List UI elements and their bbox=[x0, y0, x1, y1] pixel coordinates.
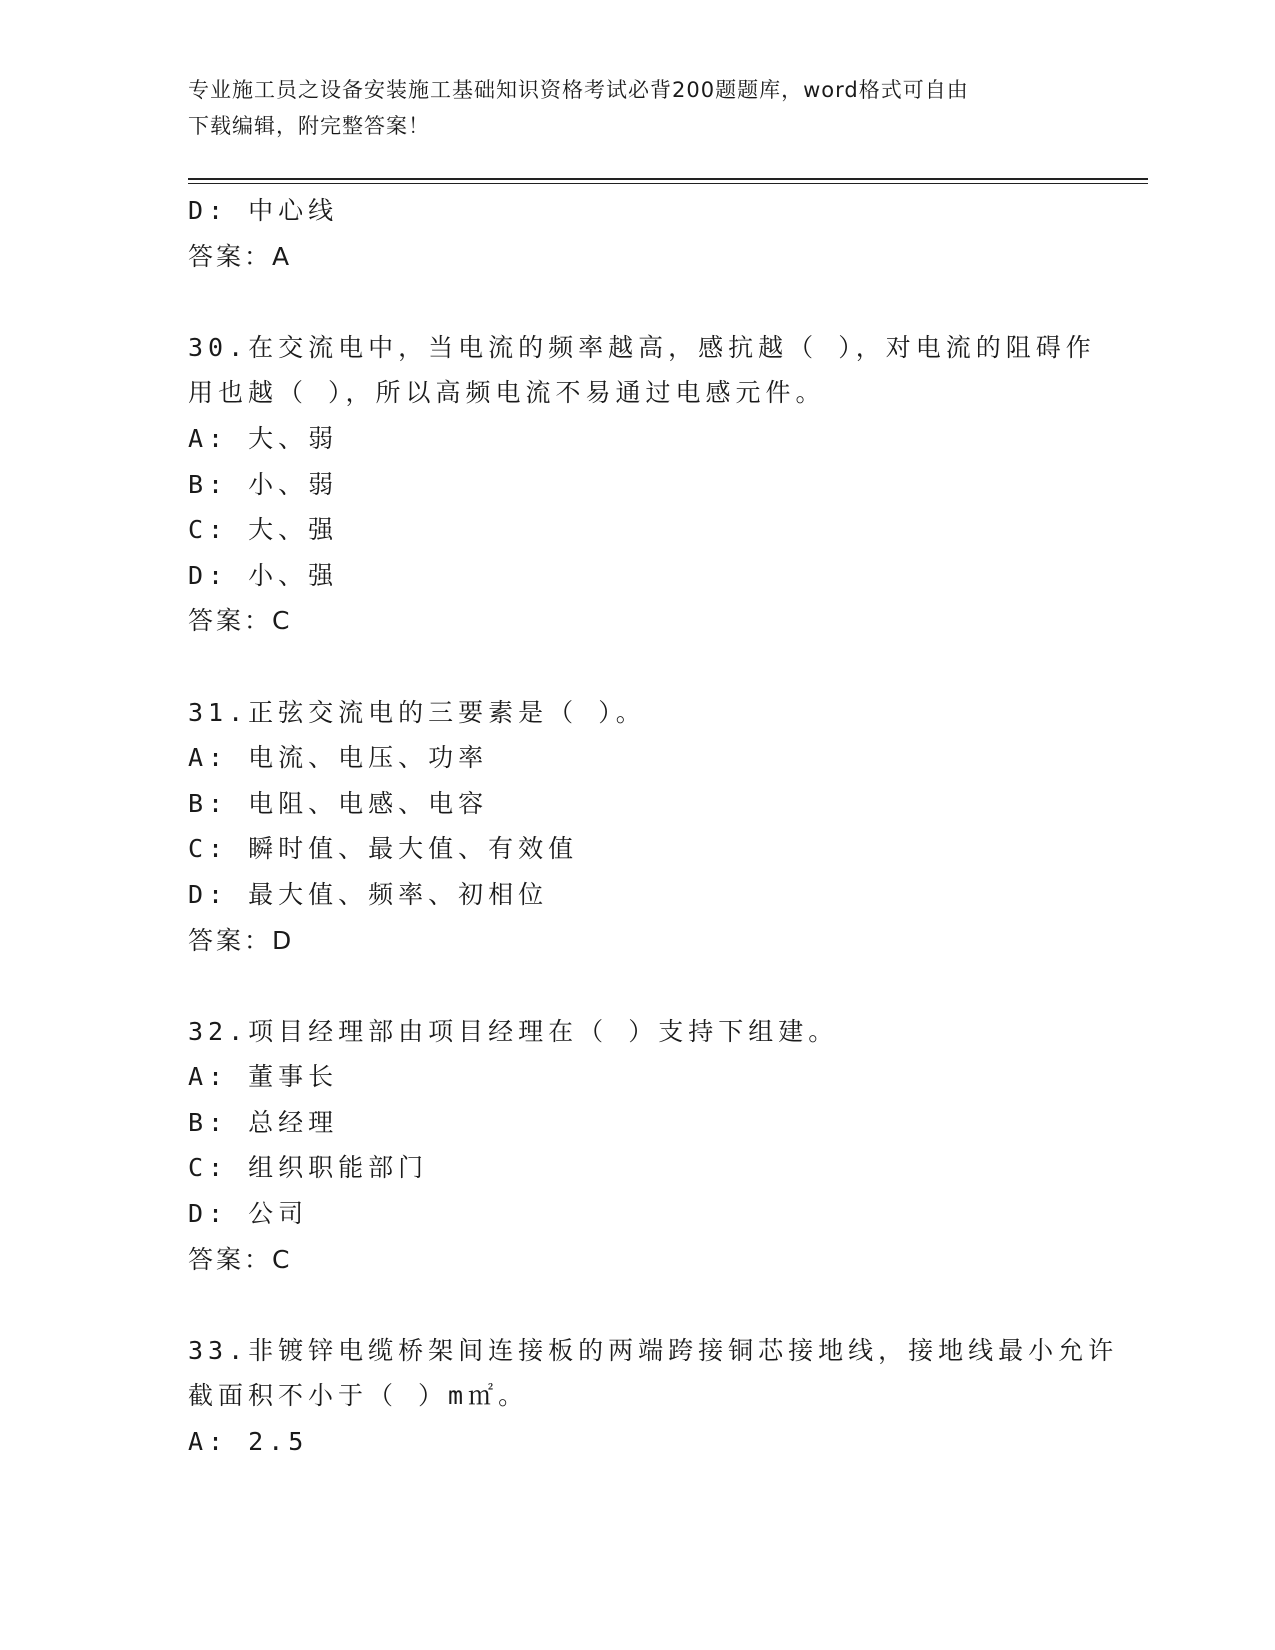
option-a: A: 2.5 bbox=[188, 1427, 309, 1457]
spacer bbox=[188, 279, 1088, 325]
option-a: A: 电流、电压、功率 bbox=[188, 743, 489, 773]
option-d: D: 中心线 bbox=[188, 196, 339, 225]
option-c: C: 瞬时值、最大值、有效值 bbox=[188, 834, 579, 864]
option-c: C: 组织职能部门 bbox=[188, 1153, 429, 1183]
question-30 bbox=[188, 325, 1096, 644]
option-b: B: 总经理 bbox=[188, 1107, 339, 1137]
option-c: C: 大、强 bbox=[188, 515, 339, 545]
question-stem-line-1: 33.非镀锌电缆桥架间连接板的两端跨接铜芯接地线，接地线最小允许 bbox=[188, 1335, 1119, 1365]
header-title-line-1: 专业施工员之设备安装施工基础知识资格考试必背200题题库，word格式可自由 bbox=[188, 78, 969, 102]
previous-question-tail bbox=[188, 188, 1088, 279]
question-stem-line-2: 用也越（ ），所以高频电流不易通过电感元件。 bbox=[188, 378, 826, 408]
question-stem: 31.正弦交流电的三要素是（ ）。 bbox=[188, 697, 646, 727]
header-title-line-2: 下载编辑，附完整答案！ bbox=[188, 114, 430, 138]
question-32 bbox=[188, 1009, 1088, 1283]
spacer bbox=[188, 644, 1088, 690]
option-d: D: 公司 bbox=[188, 1199, 309, 1229]
question-stem: 32.项目经理部由项目经理在（ ）支持下组建。 bbox=[188, 1016, 839, 1046]
question-list bbox=[188, 188, 1119, 1465]
header-rule-thick bbox=[188, 178, 1148, 180]
option-a: A: 董事长 bbox=[188, 1062, 339, 1092]
option-a: A: 大、弱 bbox=[188, 423, 339, 453]
question-31 bbox=[188, 690, 1088, 964]
question-stem-line-1: 30.在交流电中，当电流的频率越高，感抗越（ ），对电流的阻碍作 bbox=[188, 332, 1096, 362]
answer-line: 答案：C bbox=[188, 606, 293, 636]
question-stem-line-2: 截面积不小于（ ）m㎡。 bbox=[188, 1381, 529, 1411]
option-d: D: 小、强 bbox=[188, 560, 339, 590]
header-rule-thin bbox=[188, 183, 1148, 184]
spacer bbox=[188, 963, 1088, 1009]
option-b: B: 电阻、电感、电容 bbox=[188, 788, 489, 818]
answer-line: 答案：C bbox=[188, 1244, 293, 1274]
option-d: D: 最大值、频率、初相位 bbox=[188, 879, 549, 909]
question-33 bbox=[188, 1328, 1119, 1465]
document-header bbox=[188, 72, 1088, 144]
option-b: B: 小、弱 bbox=[188, 469, 339, 499]
spacer bbox=[188, 1282, 1088, 1328]
answer-line: 答案：A bbox=[188, 241, 293, 271]
answer-line: 答案：D bbox=[188, 925, 295, 955]
